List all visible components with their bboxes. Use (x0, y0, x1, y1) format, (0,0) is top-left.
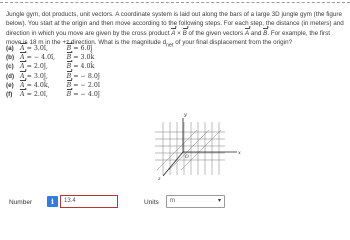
part-e: (e) A = 4.0k̂, B = − 2.0î (6, 81, 100, 89)
problem-mid-text-2: . For example, the first move is 18 m in the +z direction. What is the magnitude d (6, 29, 330, 46)
vector-b-symbol: B (263, 29, 268, 37)
z-axis-line (163, 152, 183, 176)
z-axis-label: z (158, 176, 161, 182)
units-label: Units (144, 199, 159, 206)
net-subscript: net (166, 42, 174, 49)
part-f: (f) A = 2.0î, B = − 4.0ĵ (6, 90, 100, 98)
problem-end: of your final displacement from the origin? (175, 38, 293, 46)
problem-statement: Jungle gym, dot products, unit vectors. A coordinate system is laid out along the bars of a large 3D jungle gym (the figure below). You start at the origin and then move according to the following steps. For each step, the distance (in meters) and direction in which you move are given by the cross product A × B of the given vectors A and B. For example, the first move is 18 m in the +z direction. What is the magnitude $d_{net}$ of your final displacement from the origin? (6, 11, 344, 49)
y-axis-label: y (184, 112, 187, 118)
info-icon[interactable]: i (47, 196, 58, 207)
vector-a-symbol: A (171, 29, 176, 37)
grid-lines (155, 122, 225, 175)
part-c: (c) A = 2.0ĵ, B = 4.0k̂ (6, 63, 95, 71)
axes (163, 118, 237, 176)
parts-list (6, 44, 100, 99)
problem-mid-text: of the given vectors (188, 29, 244, 37)
units-select[interactable] (166, 195, 225, 208)
chevron-down-icon: ▾ (217, 198, 221, 204)
vector-a-symbol: A (244, 29, 250, 37)
number-input[interactable]: 13.4 (60, 195, 118, 208)
part-b: (b) A = − 4.0î, B = 3.0k̂ (6, 54, 95, 62)
x-axis-label: x (238, 150, 241, 156)
number-label: Number (9, 199, 33, 206)
problem-and: and (250, 29, 262, 37)
problem-intro: Jungle gym, dot products, unit vectors. A coordinate system is laid out along the bars of a large 3D jungle gym (the figure below). You start at the origin and then move according to the following steps. For each step, the distance (in meters) and direction in which you move are given by the cross product (6, 11, 344, 37)
origin-label: O (185, 155, 189, 160)
part-a: (a) A = 3.0î, B = 6.0ĵ (6, 45, 93, 52)
top-divider (0, 2, 350, 3)
part-d: (d) A = 3.0ĵ, B = − 8.0ĵ (6, 72, 100, 80)
units-value: m (170, 198, 175, 204)
answer-row (6, 195, 346, 211)
vector-b-symbol: B (182, 29, 187, 37)
jungle-gym-figure (125, 100, 350, 185)
